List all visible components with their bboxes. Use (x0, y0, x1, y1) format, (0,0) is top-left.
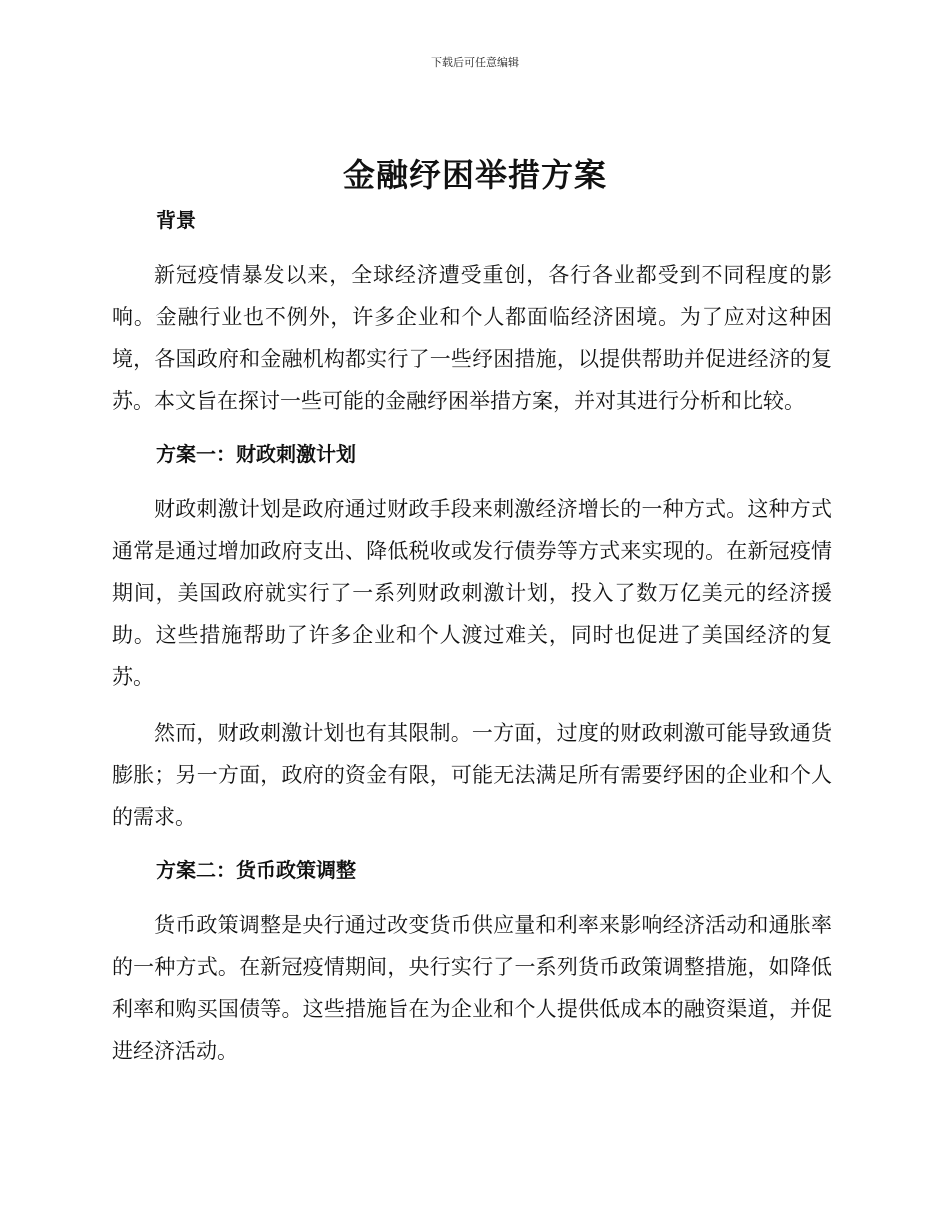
section-heading: 方案二：货币政策调整 (156, 858, 356, 882)
section-plan-one (112, 434, 832, 838)
paragraph: 然而，财政刺激计划也有其限制。一方面，过度的财政刺激可能导致通货膨胀；另一方面，政府的资金有限，可能无法满足所有需要纾困的企业和个人的需求。 (112, 721, 832, 829)
document-title: 金融纾困举措方案 (342, 156, 607, 194)
document-body (112, 200, 832, 1072)
paragraph: 货币政策调整是央行通过改变货币供应量和利率来影响经济活动和通胀率的一种方式。在新冠疫情期间，央行实行了一系列货币政策调整措施，如降低利率和购买国债等。这些措施旨在为企业和个人提供低成本的融资渠道，并促进经济活动。 (112, 913, 832, 1063)
page-header-note: 下载后可任意编辑 (431, 56, 519, 69)
section-heading: 方案一：财政刺激计划 (156, 442, 356, 466)
paragraph: 新冠疫情暴发以来，全球经济遭受重创，各行各业都受到不同程度的影响。金融行业也不例外，许多企业和个人都面临经济困境。为了应对这种困境，各国政府和金融机构都实行了一些纾困措施，以提供帮助并促进经济的复苏。本文旨在探讨一些可能的金融纾困举措方案，并对其进行分析和比较。 (112, 263, 832, 413)
section-heading: 背景 (156, 208, 196, 232)
section-plan-two (112, 850, 832, 1072)
section-background (112, 200, 832, 422)
paragraph: 财政刺激计划是政府通过财政手段来刺激经济增长的一种方式。这种方式通常是通过增加政府支出、降低税收或发行债券等方式来实现的。在新冠疫情期间，美国政府就实行了一系列财政刺激计划，投入了数万亿美元的经济援助。这些措施帮助了许多企业和个人渡过难关，同时也促进了美国经济的复苏。 (112, 497, 832, 689)
